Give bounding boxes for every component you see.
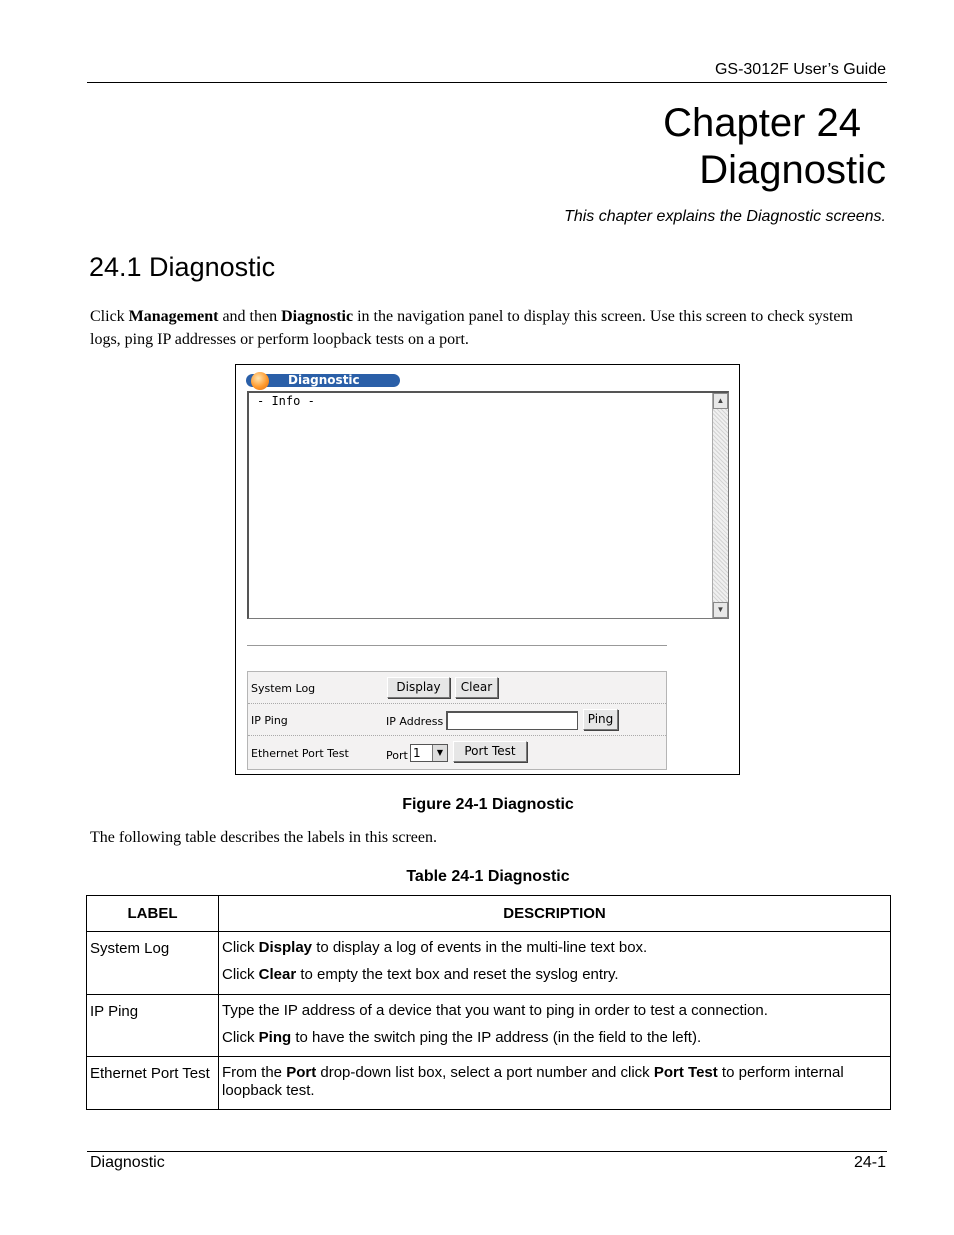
para-text: in the navigation panel to display this screen. Use this screen to check system logs, ping IP addresses or perform loopback tests on a port. (90, 308, 853, 348)
clear-button[interactable]: Clear (455, 677, 498, 698)
description-column-header: DESCRIPTION (219, 896, 891, 932)
scroll-up-icon[interactable]: ▲ (713, 393, 728, 409)
diagnostic-screenshot-figure (235, 364, 740, 775)
display-button[interactable]: Display (387, 677, 450, 698)
table-caption: Table 24-1 Diagnostic (406, 868, 570, 885)
port-test-label: Ethernet Port Test (251, 747, 349, 760)
row-label: IP Ping (87, 995, 219, 1057)
description-line: From the Port drop-down list box, select a port number and click Port Test to perform internal loopback test. (222, 1064, 844, 1099)
diagnostic-controls-table (247, 671, 667, 770)
description-line: Click Clear to empty the text box and reset the syslog entry. (222, 966, 619, 983)
system-log-label: System Log (251, 682, 316, 695)
row-description (219, 1057, 891, 1110)
table-row (87, 932, 891, 995)
ping-button[interactable]: Ping (583, 709, 618, 730)
para-bold-management: Management (128, 308, 219, 325)
description-line: Click Ping to have the switch ping the IP address (in the field to the left). (222, 1029, 702, 1046)
system-log-row (248, 672, 666, 704)
row-description (219, 995, 891, 1057)
description-line: Click Display to display a log of events in the multi-line text box. (222, 939, 648, 956)
figure-caption: Figure 24-1 Diagnostic (402, 796, 574, 813)
row-label: Ethernet Port Test (87, 1057, 219, 1110)
label-column-header: LABEL (87, 896, 219, 932)
orb-icon (251, 372, 269, 390)
ip-ping-row (248, 704, 666, 736)
para-bold-diagnostic: Diagnostic (281, 308, 354, 325)
description-line: Type the IP address of a device that you want to ping in order to test a connection. (222, 1002, 768, 1019)
table-row (87, 995, 891, 1057)
label-description-table (86, 895, 891, 1110)
footer-chapter-name: Diagnostic (90, 1154, 165, 1171)
section-heading: 24.1 Diagnostic (89, 252, 276, 282)
footer-rule (87, 1151, 887, 1152)
row-label: System Log (87, 932, 219, 995)
para-text: Click (90, 308, 129, 325)
port-test-row (248, 736, 666, 768)
ip-ping-label: IP Ping (251, 714, 288, 727)
ip-address-input[interactable] (446, 711, 578, 730)
running-header-title: GS-3012F User’s Guide (714, 61, 886, 78)
port-test-button[interactable]: Port Test (453, 741, 527, 762)
screen-title-label: Diagnostic (288, 373, 360, 387)
footer-page-number: 24-1 (853, 1154, 886, 1171)
table-header-row (87, 896, 891, 932)
table-intro-paragraph: The following table describes the labels in this screen. (90, 829, 438, 846)
textarea-scrollbar[interactable] (712, 393, 728, 618)
ip-address-label: IP Address (386, 715, 444, 728)
table-row (87, 1057, 891, 1110)
header-rule (87, 82, 887, 83)
chapter-intro: This chapter explains the Diagnostic screens. (564, 208, 886, 225)
row-description (219, 932, 891, 995)
port-select-value: 1 (413, 746, 421, 760)
chapter-title: Diagnostic (699, 148, 886, 192)
para-text: and then (218, 308, 282, 325)
scroll-down-icon[interactable]: ▼ (713, 602, 728, 618)
chapter-number: Chapter 24 (663, 101, 861, 145)
info-textarea-text: - Info - (257, 394, 315, 408)
figure-divider (247, 645, 667, 646)
port-label: Port (386, 749, 408, 762)
port-select[interactable] (410, 744, 448, 762)
intro-paragraph (90, 305, 880, 351)
info-textarea[interactable] (247, 391, 729, 619)
chevron-down-icon[interactable]: ▼ (432, 745, 447, 761)
